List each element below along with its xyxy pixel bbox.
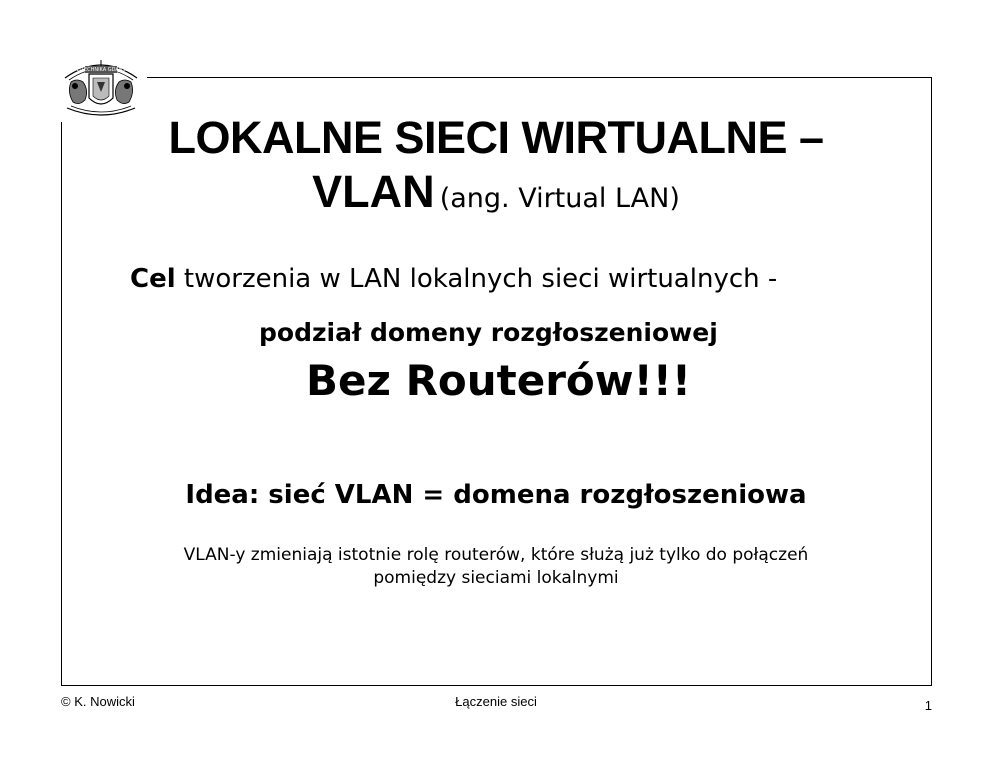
page-number: 1 bbox=[924, 698, 932, 713]
footer-author: © K. Nowicki bbox=[61, 694, 135, 709]
slide-title-line1: LOKALNE SIECI WIRTUALNE – bbox=[168, 112, 824, 163]
footer-title: Łączenie sieci bbox=[455, 694, 537, 709]
goal-line bbox=[130, 262, 777, 296]
title-vlan: VLAN bbox=[312, 166, 435, 217]
note-line-2: pomiędzy sieciami lokalnymi bbox=[373, 568, 619, 588]
broadcast-domain-split: podział domeny rozgłoszeniowej bbox=[259, 318, 718, 347]
goal-text: tworzenia w LAN lokalnych sieci wirtualnych - bbox=[175, 264, 778, 294]
idea-line: Idea: sieć VLAN = domena rozgłoszeniowa bbox=[185, 480, 807, 510]
without-routers-heading: Bez Routerów!!! bbox=[306, 356, 692, 405]
title-ang: (ang. Virtual LAN) bbox=[439, 183, 680, 214]
note-line-1: VLAN-y zmieniają istotnie rolę routerów, które służą już tylko do połączeń bbox=[183, 545, 809, 565]
goal-label: Cel bbox=[130, 264, 176, 294]
slide-title-line2 bbox=[0, 166, 992, 228]
logo-text: POLITECHNIKA GDAŃSKA bbox=[69, 67, 133, 73]
